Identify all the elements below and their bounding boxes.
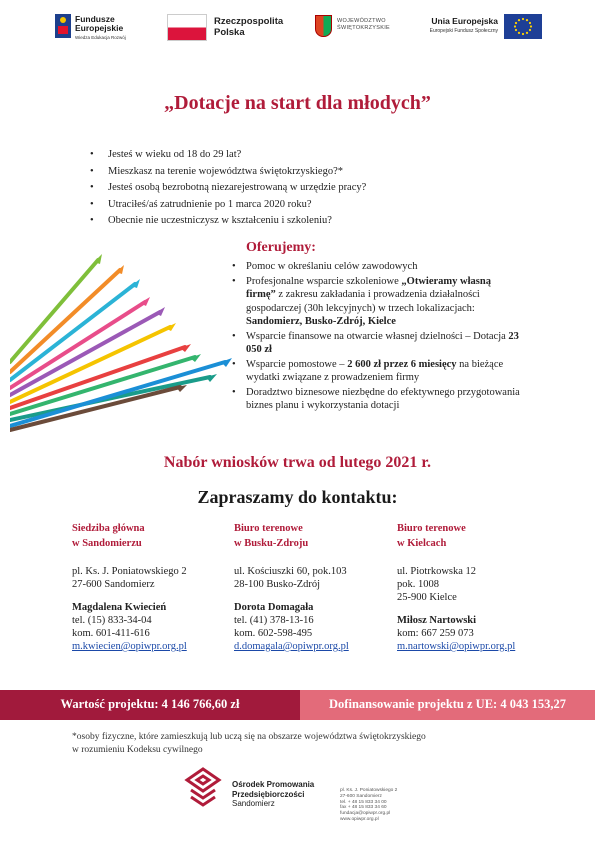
offer-text: Wsparcie pomostowe –: [246, 358, 348, 370]
office-address: pok. 1008: [397, 579, 439, 590]
offer-text: Wsparcie finansowe na otwarcie własnej dzielności – Dotacja: [246, 330, 509, 342]
office-address: 28-100 Busko-Zdrój: [234, 579, 321, 590]
eligibility-questions: [86, 147, 366, 230]
contact-heading: Zapraszamy do kontaktu:: [197, 487, 398, 507]
fe-subtitle: Wiedza Edukacja Rozwój: [75, 35, 126, 40]
rp-title: Rzeczpospolita Polska: [214, 16, 284, 38]
opwp-address-line: 27-600 Sandomierz: [340, 793, 382, 799]
offer-heading: Oferujemy:: [246, 240, 316, 255]
contact-email-link[interactable]: m.nartowski@opiwpr.org.pl: [397, 641, 516, 652]
page-title: „Dotacje na start dla młodych”: [164, 92, 431, 114]
contact-person: Dorota Domagała: [234, 602, 314, 613]
opwp-name: [232, 780, 314, 809]
contact-person: Magdalena Kwiecień: [72, 602, 167, 613]
list-item: • Utraciłeś/aś zatrudnienie po 1 marca 2020 roku?: [86, 197, 366, 214]
ue-subtitle: Europejski Fundusz Społeczny: [429, 28, 498, 34]
office-address: ul. Piotrkowska 12: [397, 566, 477, 577]
contact-mobile: kom: 667 259 073: [397, 628, 474, 639]
colorful-arrows-graphic: [10, 232, 250, 432]
eu-flag-icon: [504, 14, 542, 39]
office-busko: [234, 522, 349, 653]
office-kielce: [397, 522, 515, 653]
list-item: • Mieszkasz na terenie województwa świętokrzyskiego?*: [86, 164, 366, 181]
offer-list: [232, 260, 522, 414]
opwp-logo-icon: [183, 766, 223, 810]
list-item: • Jesteś w wieku od 18 do 29 lat?: [86, 147, 366, 164]
office-address: 27-600 Sandomierz: [72, 579, 155, 590]
opwp-name-line: Ośrodek Promowania: [232, 780, 315, 789]
eu-cofunding-text: Dofinansowanie projektu z UE: 4 043 153,27: [329, 697, 566, 711]
contact-phone: tel. (41) 378-13-16: [234, 615, 314, 626]
opwp-name-line: Przedsiębiorczości: [232, 789, 305, 799]
offer-text-bold: 23 050 zł: [246, 330, 519, 355]
footnote: [72, 731, 522, 756]
offer-text-bold: „Otwieramy własną firmę”: [246, 275, 491, 300]
office-address: pl. Ks. J. Poniatowskiego 2: [72, 566, 187, 577]
offer-text: Profesjonalne wsparcie szkoleniowe: [246, 275, 402, 287]
offer-text: Doradztwo biznesowe niezbędne do efektywnego przygotowania biznes planu i wykorzystania dotacji: [246, 386, 520, 411]
list-item: [232, 386, 522, 413]
offer-text: z zakresu zakładania i prowadzenia działalności gospodarczej (30h lekcyjnych) w trzech lokalizacjach:: [246, 289, 480, 314]
office-heading: Siedziba główna: [72, 523, 145, 534]
opwp-address-line: fax + 48 15 833 34 60: [340, 805, 387, 811]
contact-phone: tel. (15) 833-34-04: [72, 615, 152, 626]
opwp-name-line: Sandomierz: [232, 799, 275, 808]
office-heading: Biuro terenowe: [234, 523, 303, 534]
contact-mobile: kom. 602-598-495: [234, 628, 313, 639]
footnote-line: w rozumieniu Kodeksu cywilnego: [72, 744, 203, 755]
office-address: ul. Kościuszki 60, pok.103: [234, 566, 347, 577]
opwp-address-line: pl. Ks. J. Poniatowskiego 2: [340, 788, 398, 793]
contact-person: Miłosz Nartowski: [397, 615, 477, 626]
list-item: [232, 275, 522, 329]
offer-text: na bieżące wydatki związane z prowadzeniem firmy: [246, 358, 504, 383]
recruitment-notice: Nabór wniosków trwa od lutego 2021 r.: [163, 454, 432, 471]
header-logos: [0, 0, 595, 52]
contact-email-link[interactable]: m.kwiecien@opiwpr.org.pl: [72, 641, 187, 652]
polish-flag-icon: [167, 14, 207, 41]
eu-cofunding-bar: [300, 690, 595, 720]
list-item: [232, 330, 522, 357]
opwp-address-line: fundacja@opiwpr.org.pl: [340, 811, 391, 817]
coat-of-arms-icon: [315, 15, 332, 37]
project-value-bar: [0, 690, 300, 720]
opwp-address: [340, 788, 397, 823]
offer-text: Pomoc w określaniu celów zawodowych: [246, 261, 418, 272]
list-item: [232, 260, 522, 274]
ws-title: WOJEWÓDZTWO ŚWIĘTOKRZYSKIE: [337, 18, 390, 31]
offer-text-bold: Sandomierz, Busko-Zdrój, Kielce: [246, 316, 396, 327]
project-value-text: Wartość projektu: 4 146 766,60 zł: [60, 697, 240, 711]
opwp-address-line: www.opiwpr.org.pl: [340, 816, 379, 822]
list-item: [232, 358, 522, 385]
office-heading: w Busku-Zdroju: [234, 537, 309, 549]
contact-mobile: kom. 601-411-616: [72, 628, 150, 639]
list-item: • Obecnie nie uczestniczysz w kształceniu i szkoleniu?: [86, 213, 366, 230]
offer-text-bold: 2 600 zł przez 6 miesięcy: [347, 358, 457, 370]
fe-mark-icon: [55, 14, 71, 38]
opwp-address-line: tel. + 48 15 833 34 00: [340, 799, 387, 805]
office-heading: w Sandomierzu: [72, 537, 142, 549]
ue-title: Unia Europejska: [431, 16, 498, 26]
fe-title: Fundusze Europejskie: [75, 14, 124, 33]
list-item: • Jesteś osobą bezrobotną niezarejestrowaną w urzędzie pracy?: [86, 180, 366, 197]
office-heading: w Kielcach: [397, 537, 447, 549]
office-address: 25-900 Kielce: [397, 592, 457, 603]
footnote-line: *osoby fizyczne, które zamieszkują lub uczą się na obszarze województwa świętokrzyskiego: [72, 732, 426, 742]
office-heading: Biuro terenowe: [397, 523, 466, 534]
contact-email-link[interactable]: d.domagala@opiwpr.org.pl: [234, 641, 349, 652]
office-sandomierz: [72, 522, 187, 653]
